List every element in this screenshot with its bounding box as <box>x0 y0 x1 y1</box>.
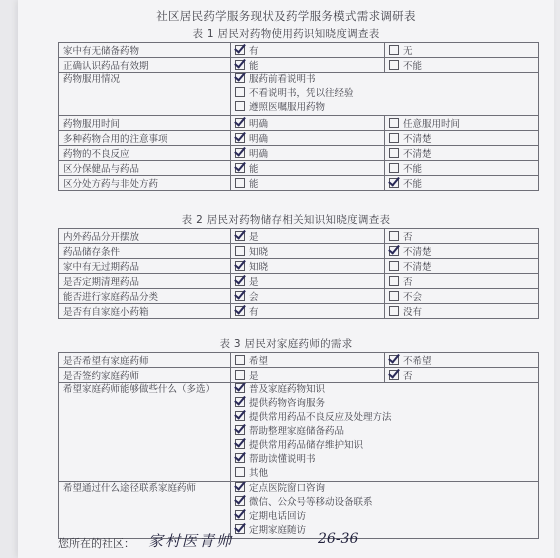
option-label: 不看说明书，凭以往经验 <box>249 88 354 99</box>
option-label: 遵照医嘱服用药物 <box>249 102 326 113</box>
option-label: 不清楚 <box>403 134 432 145</box>
section1-table <box>58 42 539 191</box>
question-label: 药品储存条件 <box>59 244 231 259</box>
option-label: 服药前看说明书 <box>249 74 316 85</box>
question-label: 是否定期清理药品 <box>59 274 231 289</box>
option-item[interactable] <box>235 510 534 524</box>
option-label: 提供常用药品不良反应及处理方法 <box>249 412 392 423</box>
checkbox[interactable] <box>389 306 399 316</box>
checkbox[interactable] <box>389 118 399 128</box>
option-label: 无 <box>403 46 413 57</box>
checkbox[interactable] <box>235 73 245 83</box>
option-label: 不能 <box>403 179 423 190</box>
option-label: 明确 <box>249 119 269 130</box>
option-a[interactable] <box>231 43 385 58</box>
checkbox[interactable] <box>389 178 399 188</box>
option-label: 不能 <box>403 61 423 72</box>
option-label: 不清楚 <box>403 247 432 258</box>
question-row <box>59 368 539 383</box>
option-a[interactable] <box>231 274 385 289</box>
section3-title: 表 3 居民对家庭药师的需求 <box>219 338 353 350</box>
checkbox[interactable] <box>235 355 245 365</box>
option-a[interactable] <box>231 368 385 383</box>
option-a[interactable] <box>231 58 385 73</box>
question-label: 正确认识药品有效期 <box>59 58 231 73</box>
checkbox[interactable] <box>235 453 245 463</box>
section2-title: 表 2 居民对药物储存相关知识知晓度调查表 <box>181 214 391 226</box>
question-row <box>59 229 539 244</box>
community-handwriting: 家村医青帅 <box>148 532 234 550</box>
checkbox[interactable] <box>235 370 245 380</box>
survey-paper <box>18 0 554 558</box>
option-label: 能 <box>249 61 259 72</box>
option-label: 明确 <box>249 149 269 160</box>
option-item[interactable] <box>235 397 534 411</box>
option-item[interactable] <box>235 496 534 510</box>
option-item[interactable] <box>235 101 534 115</box>
checkbox[interactable] <box>235 524 245 534</box>
checkbox[interactable] <box>389 370 399 380</box>
question-label: 家中有无储备药物 <box>59 43 231 58</box>
question-label: 是否签约家庭药师 <box>59 368 231 383</box>
checkbox[interactable] <box>235 411 245 421</box>
option-label: 否 <box>403 371 413 382</box>
checkbox[interactable] <box>235 439 245 449</box>
checkbox[interactable] <box>235 291 245 301</box>
option-item[interactable] <box>235 524 534 538</box>
option-label: 不会 <box>403 292 423 303</box>
option-a[interactable] <box>231 161 385 176</box>
option-label: 不清楚 <box>403 262 432 273</box>
question-row <box>59 353 539 368</box>
option-item[interactable] <box>235 383 534 397</box>
option-item[interactable] <box>235 411 534 425</box>
option-label: 是 <box>249 232 259 243</box>
option-b[interactable] <box>385 289 539 304</box>
option-item[interactable] <box>235 439 534 453</box>
option-b[interactable] <box>385 176 539 191</box>
option-a[interactable] <box>231 304 385 319</box>
checkbox[interactable] <box>235 510 245 520</box>
checkbox[interactable] <box>235 231 245 241</box>
question-label: 希望通过什么途径联系家庭药师 <box>59 482 231 539</box>
question-label: 家中有无过期药品 <box>59 259 231 274</box>
option-b[interactable] <box>385 116 539 131</box>
option-a[interactable] <box>231 259 385 274</box>
checkbox[interactable] <box>235 383 245 393</box>
option-item[interactable] <box>235 87 534 101</box>
survey-title: 社区居民药学服务现状及药学服务模式需求调研表 <box>156 9 416 23</box>
question-row <box>59 73 539 116</box>
option-a[interactable] <box>231 289 385 304</box>
option-list <box>231 73 539 116</box>
checkbox[interactable] <box>235 118 245 128</box>
option-label: 提供常用药品储存维护知识 <box>249 440 364 451</box>
question-row <box>59 58 539 73</box>
option-b[interactable] <box>385 161 539 176</box>
checkbox[interactable] <box>235 261 245 271</box>
checkbox[interactable] <box>235 87 245 97</box>
question-label: 药物的不良反应 <box>59 146 231 161</box>
option-b[interactable] <box>385 58 539 73</box>
checkbox[interactable] <box>389 246 399 256</box>
question-row <box>59 304 539 319</box>
question-label: 希望家庭药师能够做些什么（多选） <box>59 383 231 482</box>
question-label: 是否希望有家庭药师 <box>59 353 231 368</box>
option-b[interactable] <box>385 353 539 368</box>
question-row <box>59 116 539 131</box>
question-label: 多种药物合用的注意事项 <box>59 131 231 146</box>
option-label: 是 <box>249 371 259 382</box>
checkbox[interactable] <box>235 45 245 55</box>
checkbox[interactable] <box>235 246 245 256</box>
option-item[interactable] <box>235 453 534 467</box>
option-a[interactable] <box>231 116 385 131</box>
option-label: 有 <box>249 307 259 318</box>
option-label: 希望 <box>249 356 269 367</box>
question-label: 药物服用时间 <box>59 116 231 131</box>
checkbox[interactable] <box>389 276 399 286</box>
question-row <box>59 131 539 146</box>
option-b[interactable] <box>385 259 539 274</box>
checkbox[interactable] <box>235 276 245 286</box>
option-b[interactable] <box>385 229 539 244</box>
question-label: 药物服用情况 <box>59 73 231 116</box>
option-a[interactable] <box>231 229 385 244</box>
question-label: 区分处方药与非处方药 <box>59 176 231 191</box>
option-label: 帮助整理家庭储备药品 <box>249 426 345 437</box>
question-row <box>59 383 539 482</box>
checkbox[interactable] <box>235 467 245 477</box>
section3-table <box>58 352 539 539</box>
checkbox[interactable] <box>235 101 245 111</box>
option-b[interactable] <box>385 304 539 319</box>
option-label: 能 <box>249 164 259 175</box>
option-label: 不希望 <box>403 356 432 367</box>
checkbox[interactable] <box>389 148 399 158</box>
option-label: 没有 <box>403 307 423 318</box>
option-b[interactable] <box>385 274 539 289</box>
option-a[interactable] <box>231 176 385 191</box>
handwritten-number: 26-36 <box>318 531 359 547</box>
option-a[interactable] <box>231 146 385 161</box>
checkbox[interactable] <box>235 178 245 188</box>
checkbox[interactable] <box>389 45 399 55</box>
option-label: 不能 <box>403 164 423 175</box>
question-row <box>59 289 539 304</box>
option-label: 能 <box>249 179 259 190</box>
option-label: 帮助读懂说明书 <box>249 454 316 465</box>
checkbox[interactable] <box>235 163 245 173</box>
option-label: 提供药物咨询服务 <box>249 398 326 409</box>
checkbox[interactable] <box>235 496 245 506</box>
option-label: 知晓 <box>249 262 269 273</box>
option-label: 有 <box>249 46 259 57</box>
question-row <box>59 274 539 289</box>
question-label: 能否进行家庭药品分类 <box>59 289 231 304</box>
question-row <box>59 244 539 259</box>
checkbox[interactable] <box>235 148 245 158</box>
checkbox[interactable] <box>389 60 399 70</box>
checkbox[interactable] <box>235 133 245 143</box>
question-row <box>59 43 539 58</box>
option-item[interactable] <box>235 425 534 439</box>
question-row <box>59 161 539 176</box>
checkbox[interactable] <box>389 133 399 143</box>
option-b[interactable] <box>385 244 539 259</box>
question-row <box>59 259 539 274</box>
checkbox[interactable] <box>389 163 399 173</box>
option-item[interactable] <box>235 73 534 87</box>
option-list <box>231 482 539 539</box>
option-b[interactable] <box>385 131 539 146</box>
option-b[interactable] <box>385 43 539 58</box>
checkbox[interactable] <box>389 231 399 241</box>
option-a[interactable] <box>231 244 385 259</box>
option-label: 其他 <box>249 468 269 479</box>
option-label: 普及家庭药物知识 <box>249 384 326 395</box>
question-label: 区分保健品与药品 <box>59 161 231 176</box>
option-label: 否 <box>403 232 413 243</box>
checkbox[interactable] <box>389 355 399 365</box>
section2-table <box>58 228 539 319</box>
option-a[interactable] <box>231 353 385 368</box>
checkbox[interactable] <box>235 60 245 70</box>
checkbox[interactable] <box>235 482 245 492</box>
option-label: 知晓 <box>249 247 269 258</box>
option-b[interactable] <box>385 368 539 383</box>
option-label: 任意服用时间 <box>403 119 461 130</box>
option-a[interactable] <box>231 131 385 146</box>
question-label: 是否有自家庭小药箱 <box>59 304 231 319</box>
community-label: 您所在的社区： <box>58 537 135 550</box>
option-list <box>231 383 539 482</box>
checkbox[interactable] <box>389 291 399 301</box>
question-row <box>59 146 539 161</box>
question-label: 内外药品分开摆放 <box>59 229 231 244</box>
checkbox[interactable] <box>235 425 245 435</box>
option-label: 是 <box>249 277 259 288</box>
option-label: 不清楚 <box>403 149 432 160</box>
checkbox[interactable] <box>235 397 245 407</box>
option-label: 定期家庭随访 <box>249 525 307 536</box>
question-row <box>59 176 539 191</box>
option-item[interactable] <box>235 482 534 496</box>
option-label: 微信、公众号等移动设备联系 <box>249 497 373 508</box>
option-label: 定点医院窗口咨询 <box>249 483 326 494</box>
option-label: 定期电话回访 <box>249 511 307 522</box>
section1-title: 表 1 居民对药物使用药识知晓度调查表 <box>192 28 380 40</box>
option-item[interactable] <box>235 467 534 481</box>
option-b[interactable] <box>385 146 539 161</box>
option-label: 明确 <box>249 134 269 145</box>
checkbox[interactable] <box>389 261 399 271</box>
checkbox[interactable] <box>235 306 245 316</box>
option-label: 否 <box>403 277 413 288</box>
option-label: 会 <box>249 292 259 303</box>
question-row <box>59 482 539 539</box>
